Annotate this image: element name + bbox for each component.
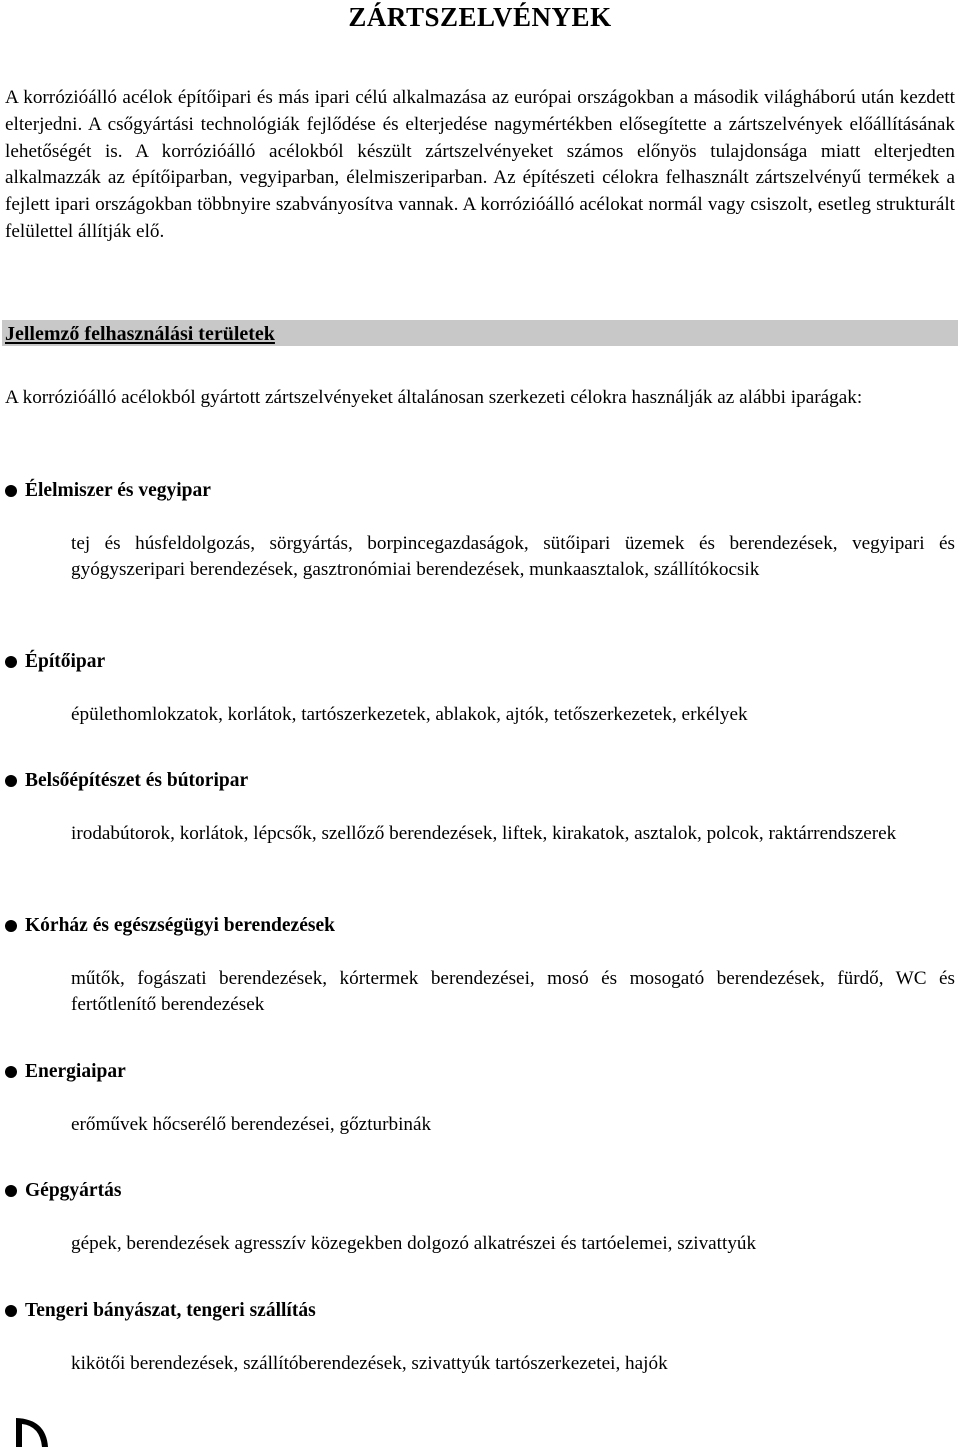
- document-title: ZÁRTSZELVÉNYEK: [348, 2, 612, 32]
- category-title: Építőipar: [25, 651, 106, 672]
- category-heading: [0, 478, 211, 504]
- category-title: Belsőépítészet és bútoripar: [25, 770, 249, 791]
- bullet-icon: [5, 920, 17, 932]
- category-heading: [0, 1178, 121, 1204]
- logo-icon: [14, 1416, 50, 1447]
- bullet-icon: [5, 656, 17, 668]
- category-description: irodabútorok, korlátok, lépcsők, szellőző berendezések, liftek, kirakatok, asztalok, polcok, raktárrendszerek: [71, 823, 897, 844]
- category-title: Gépgyártás: [25, 1180, 122, 1201]
- category-heading: [0, 1059, 126, 1085]
- category-description: gépek, berendezések agresszív közegekben dolgozó alkatrészei és tartóelemei, szivattyúk: [71, 1233, 757, 1254]
- category-heading: [0, 768, 248, 794]
- bullet-icon: [5, 1305, 17, 1317]
- category-heading: [0, 1298, 316, 1324]
- category-description: műtők, fogászati berendezések, kórtermek berendezései, mosó és mosogató berendezések, fürdő, WC és fertőtlenítő berendezések: [71, 968, 955, 1015]
- section-heading: [2, 320, 958, 346]
- bullet-icon: [5, 1185, 17, 1197]
- intro-paragraph: A korrózióálló acélok építőipari és más ipari célú alkalmazása az európai országokban a második világháború után kezdett elterjedni. A csőgyártási technológiák fejlődése és elterjedése nagymértékben elősegítette a zártszelvények előállításának lehetőségét is. A korrózióálló acélokból készült zártszelvényeket számos előnyös tulajdonsága miatt elterjedten alkalmazzák az építőiparban, vegyiparban, élelmiszeriparban. Az építészeti célokra felhasznált zártszelvényű termékek a fejlett ipari országokban többnyire szabványosítva vannak. A korrózióálló acélokat normál vagy csiszolt, esetleg strukturált felülettel állítják elő.: [5, 87, 955, 242]
- category-description: kikötői berendezések, szállítóberendezések, szivattyúk tartószerkezetei, hajók: [71, 1353, 668, 1374]
- category-description: tej és húsfeldolgozás, sörgyártás, borpincegazdaságok, sütőipari üzemek és berendezések, vegyipari és gyógyszeripari berendezések, gasztronómiai berendezések, munkaasztalok, szállítókocsik: [71, 533, 955, 580]
- category-heading: [0, 649, 105, 675]
- lead-paragraph: A korrózióálló acélokból gyártott zártszelvényeket általánosan szerkezeti célokra használják az alábbi iparágak:: [5, 387, 863, 408]
- category-heading: [0, 913, 335, 939]
- category-title: Kórház és egészségügyi berendezések: [25, 915, 335, 936]
- bullet-icon: [5, 775, 17, 787]
- category-title: Élelmiszer és vegyipar: [25, 480, 211, 501]
- bullet-icon: [5, 1066, 17, 1078]
- category-title: Tengeri bányászat, tengeri szállítás: [25, 1300, 316, 1321]
- category-description: épülethomlokzatok, korlátok, tartószerkezetek, ablakok, ajtók, tetőszerkezetek, erkélyek: [71, 704, 748, 725]
- category-title: Energiaipar: [25, 1061, 126, 1082]
- bullet-icon: [5, 485, 17, 497]
- category-description: erőművek hőcserélő berendezései, gőzturbinák: [71, 1114, 432, 1135]
- section-heading-text: Jellemző felhasználási területek: [5, 323, 275, 345]
